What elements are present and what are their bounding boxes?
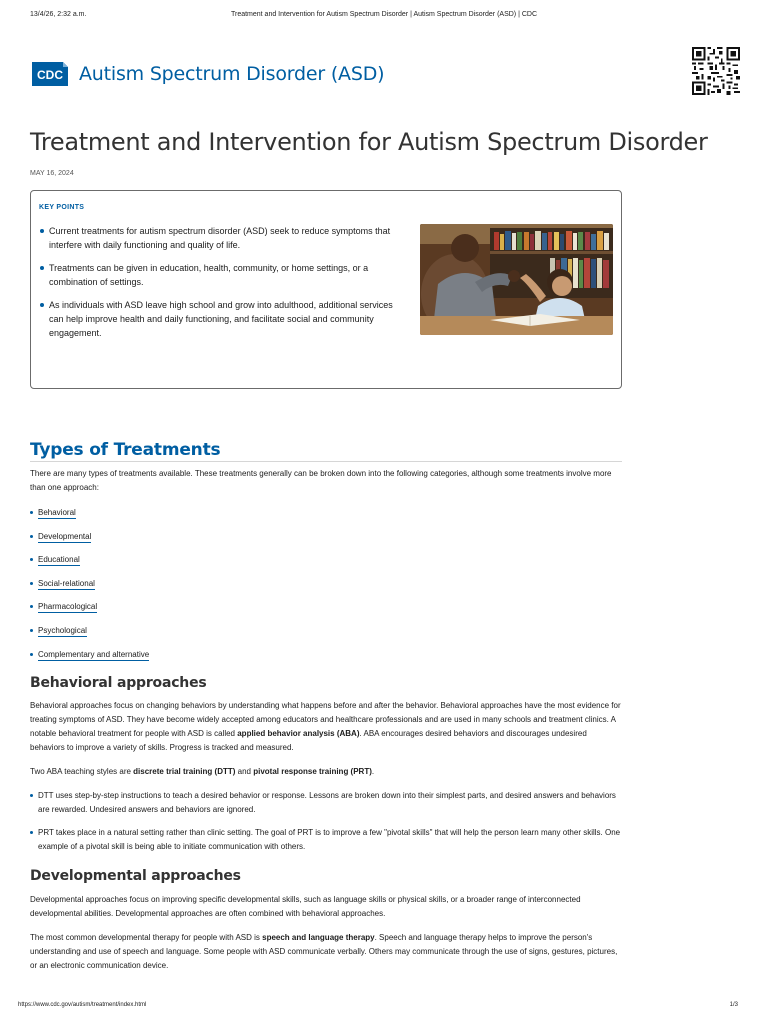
key-points-photo bbox=[420, 224, 613, 335]
print-url: https://www.cdc.gov/autism/treatment/index.html bbox=[18, 1002, 147, 1008]
page-number: 1/3 bbox=[729, 1002, 738, 1008]
link-behavioral[interactable]: Behavioral bbox=[38, 508, 76, 517]
key-points-list bbox=[39, 224, 409, 349]
subsection-title-behavioral: Behavioral approaches bbox=[30, 675, 207, 691]
treatment-link-item bbox=[30, 577, 149, 601]
treatment-link-item bbox=[30, 600, 149, 624]
link-developmental[interactable]: Developmental bbox=[38, 531, 92, 541]
print-date: 13/4/26, 2:32 a.m. bbox=[30, 11, 87, 18]
types-intro: There are many types of treatments available. These treatments generally can be broken down into the following categories, although some treatments involve more than one approach: bbox=[30, 469, 612, 492]
treatment-link-item bbox=[30, 648, 149, 672]
site-header bbox=[30, 60, 384, 88]
link-complementary-alternative[interactable]: Complementary and alternative bbox=[38, 649, 150, 659]
print-header bbox=[30, 11, 738, 23]
key-points-box bbox=[30, 190, 622, 389]
link-psychological[interactable]: Psychological bbox=[38, 625, 87, 635]
treatment-link-item bbox=[30, 624, 149, 648]
site-title[interactable]: Autism Spectrum Disorder (ASD) bbox=[79, 63, 385, 85]
print-footer bbox=[18, 1002, 738, 1012]
key-point-item: Current treatments for autism spectrum disorder (ASD) seek to reduce symptoms that interfere with daily functioning and quality of life. bbox=[39, 224, 409, 252]
prt-term: pivotal response training (PRT) bbox=[253, 767, 372, 776]
adult-child-reading-image bbox=[420, 224, 613, 335]
publish-date: MAY 16, 2024 bbox=[30, 170, 74, 177]
behavioral-paragraph-2: Two ABA teaching styles are discrete trial training (DTT) and pivotal response training (PRT). bbox=[30, 767, 375, 776]
section-divider bbox=[30, 461, 622, 462]
key-point-item: As individuals with ASD leave high school and grow into adulthood, additional services can help improve health and daily functioning, and facilitate social and community engagement. bbox=[39, 298, 409, 340]
qr-code-icon bbox=[692, 47, 740, 95]
qr-code bbox=[692, 47, 740, 95]
key-points-label: KEY POINTS bbox=[39, 204, 85, 211]
aba-term: applied behavior analysis (ABA) bbox=[237, 729, 360, 738]
link-educational[interactable]: Educational bbox=[38, 555, 80, 565]
developmental-paragraph-2: The most common developmental therapy for people with ASD is speech and language therapy. Speech and language therapy helps to improve the person's understanding and use of speech and language. Some people with ASD communicate verbally. Others may communicate through the use of signs, gestures, pictures, or an electronic communication device. bbox=[30, 933, 618, 970]
link-social-relational[interactable]: Social-relational bbox=[38, 578, 95, 588]
print-page-title: Treatment and Intervention for Autism Spectrum Disorder | Autism Spectrum Disorder (ASD) | CDC bbox=[230, 11, 538, 18]
key-point-item: Treatments can be given in education, health, community, or home settings, or a combination of settings. bbox=[39, 261, 409, 289]
speech-therapy-term: speech and language therapy bbox=[262, 933, 375, 942]
page-title: Treatment and Intervention for Autism Spectrum Disorder bbox=[30, 128, 708, 156]
cdc-logo[interactable] bbox=[30, 60, 70, 88]
aba-styles-list bbox=[30, 789, 622, 854]
behavioral-paragraph-1: Behavioral approaches focus on changing behaviors by understanding what happens before and after the behavior. Behavioral approaches have the most evidence for treating symptoms of ASD. They have become widely accepted among educators and healthcare professionals and are used in many schools and treatment clinics. A notable behavioral treatment for people with ASD is called applied behavior analysis (ABA). ABA encourages desired behaviors and discourages undesired behaviors to improve a variety of skills. Progress is tracked and measured. bbox=[30, 701, 621, 752]
treatment-link-item bbox=[30, 553, 149, 577]
section-title-types: Types of Treatments bbox=[30, 440, 221, 460]
cdc-logo-text: CDC bbox=[37, 68, 63, 82]
prt-bullet: PRT takes place in a natural setting rather than clinic setting. The goal of PRT is to improve a few "pivotal skills" that will help the person learn many other skills. One example of a pivotal skill is being able to initiate communication with others. bbox=[30, 826, 622, 854]
treatment-type-links bbox=[30, 506, 149, 671]
dtt-term: discrete trial training (DTT) bbox=[133, 767, 236, 776]
link-pharmacological[interactable]: Pharmacological bbox=[38, 602, 98, 612]
cdc-logo-icon bbox=[30, 60, 70, 88]
treatment-link-item bbox=[30, 506, 149, 530]
treatment-link-item bbox=[30, 530, 149, 554]
dtt-bullet: DTT uses step-by-step instructions to teach a desired behavior or response. Lessons are broken down into their simplest parts, and desired answers and behaviors are rewarded. Undesired answers and behaviors are ignored. bbox=[30, 789, 622, 817]
developmental-paragraph-1: Developmental approaches focus on improving specific developmental skills, such as language skills or physical skills, or a broader range of interconnected developmental abilities. Developmental approaches are often combined with behavioral approaches. bbox=[30, 895, 581, 918]
subsection-title-developmental: Developmental approaches bbox=[30, 868, 241, 884]
